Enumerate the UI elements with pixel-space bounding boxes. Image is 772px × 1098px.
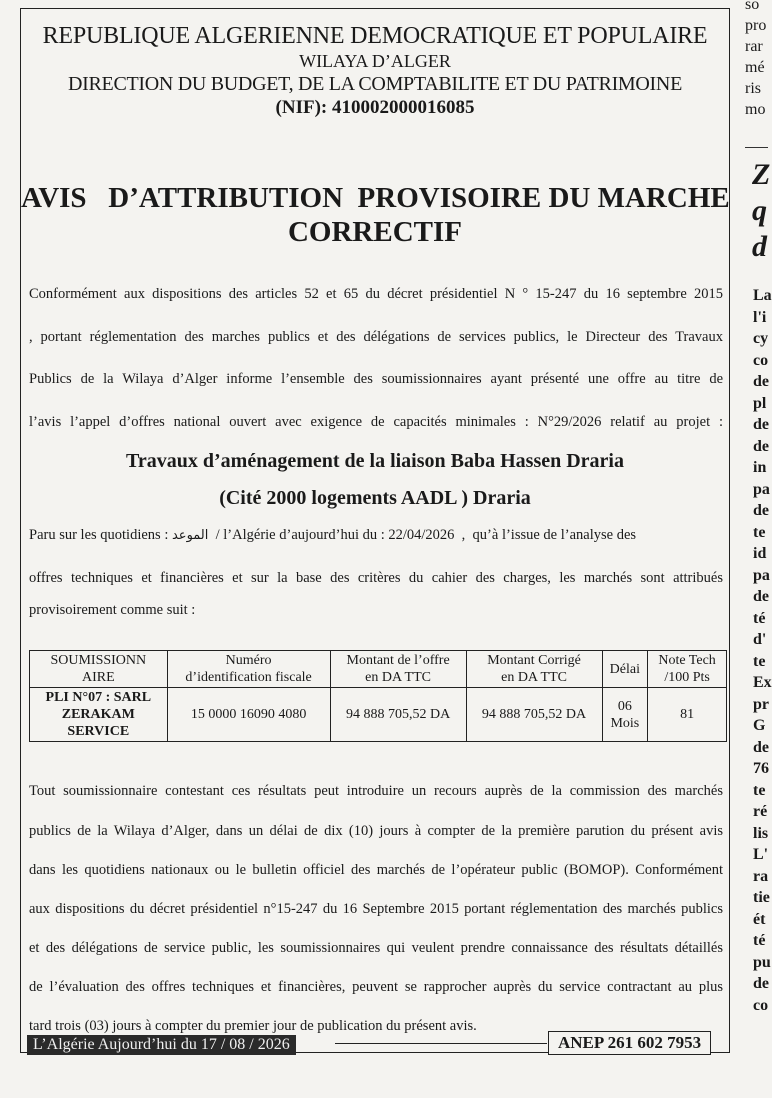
adjacent-headline-fragment: d: [752, 230, 767, 263]
arabic-newspaper-name: الموعد: [171, 528, 209, 543]
adjacent-text-fragment: ris: [745, 80, 761, 97]
recours-line: de l’évaluation des offres techniques et financières, peuvent se rapprocher auprès du service contractant au plus: [29, 979, 723, 995]
adjacent-text-fragment: ét: [753, 910, 766, 928]
adjacent-text-fragment: cy: [753, 330, 769, 347]
cell-montant-offre: 94 888 705,52 DA: [330, 688, 466, 742]
table-row: [30, 688, 727, 742]
adjacent-text-fragment: de: [753, 738, 769, 756]
cell-nif: 15 0000 16090 4080: [167, 688, 330, 742]
col-header-nif: Numéro d’identification fiscale: [167, 651, 330, 688]
col-header-montant-corrige: Montant Corrigé en DA TTC: [466, 651, 602, 688]
tender-notice: [20, 8, 730, 1053]
recours-line: Tout soumissionnaire contestant ces résultats peut introduire un recours auprès de la commission des marchés: [29, 783, 723, 799]
notice-title-line2: CORRECTIF: [287, 216, 462, 248]
publication-suffix: / l’Algérie d’aujourd’hui du : 22/04/2026 , qu’à l’issue de l’analyse des: [208, 527, 637, 543]
recours-line: et des délégations de service public, les soumissionnaires qui veulent prendre connaissance des résultats détaillés: [29, 940, 723, 956]
adjacent-text-fragment: so: [745, 0, 760, 13]
adjacent-text-fragment: pu: [753, 953, 771, 971]
recours-line: publics de la Wilaya d’Alger, dans un délai de dix (10) jours à compter de la première parution du présent avis: [29, 823, 723, 839]
adjacent-text-fragment: rar: [745, 38, 763, 55]
adjacent-text-fragment: te: [753, 523, 766, 541]
recours-line: dans les quotidiens nationaux ou le bulletin officiel des marchés de l’opérateur public (BOMOP). Conformément: [29, 862, 723, 878]
intro-line: Conformément aux dispositions des articles 52 et 65 du décret présidentiel N ° 15-247 du 16 septembre 2015: [29, 286, 723, 302]
adjacent-text-fragment: ra: [753, 867, 769, 885]
adjacent-text-fragment: té: [753, 609, 766, 627]
adjacent-text-fragment: co: [753, 996, 769, 1014]
adjacent-text-fragment: de: [753, 588, 769, 605]
adjacent-headline-fragment: Z: [752, 158, 771, 191]
adjacent-text-fragment: pl: [753, 394, 767, 412]
cell-montant-corrige: 94 888 705,52 DA: [466, 688, 602, 742]
recours-line: aux dispositions du décret présidentiel n°15-247 du 16 Septembre 2015 portant réglementation des marchés publics: [29, 901, 723, 917]
adjacent-text-fragment: G: [753, 717, 766, 734]
adjacent-text-fragment: de: [753, 416, 769, 433]
col-header-note: Note Tech /100 Pts: [648, 651, 727, 688]
adjacent-text-fragment: pr: [753, 695, 769, 713]
adjacent-text-fragment: 76: [753, 760, 769, 777]
adjacent-text-fragment: pa: [753, 480, 770, 498]
project-title-line2: (Cité 2000 logements AADL ) Draria: [219, 487, 531, 509]
adjacent-text-fragment: L': [753, 846, 769, 863]
adjacent-text-fragment: te: [753, 652, 766, 670]
adjacent-text-fragment: té: [753, 932, 766, 949]
publication-line2: offres techniques et financières et sur la base des critères du cahier des charges, les marchés sont attribués: [29, 570, 723, 586]
adjacent-headline-fragment: q: [752, 194, 767, 227]
publication-line: [29, 527, 723, 544]
results-table: [29, 650, 727, 742]
adjacent-text-fragment: mo: [745, 101, 766, 118]
intro-line: l’avis l’appel d’offres national ouvert avec exigence de capacités minimales : N°29/2026 relatif au projet :: [29, 414, 723, 430]
publication-prefix: Paru sur les quotidiens :: [29, 527, 172, 543]
adjacent-text-fragment: de: [753, 975, 769, 992]
intro-line: , portant réglementation des marches publics et des délégations de services publics, le Directeur des Travaux: [29, 329, 723, 345]
adjacent-text-fragment: ré: [753, 803, 768, 820]
col-header-soumissionnaire: SOUMISSIONN AIRE: [30, 651, 168, 688]
recours-line: tard trois (03) jours à compter du premier jour de publication du présent avis.: [29, 1018, 477, 1034]
cell-note: 81: [648, 688, 727, 742]
adjacent-text-fragment: de: [753, 437, 769, 455]
adjacent-text-fragment: tie: [753, 889, 770, 906]
adjacent-text-fragment: in: [753, 459, 767, 476]
publication-line3: provisoirement comme suit :: [29, 602, 196, 618]
header-republic: REPUBLIQUE ALGERIENNE DEMOCRATIQUE ET POPULAIRE: [42, 23, 708, 49]
adjacent-text-fragment: l'i: [753, 308, 767, 326]
adjacent-text-fragment: La: [753, 287, 772, 304]
project-title-line1: Travaux d’aménagement de la liaison Baba Hassen Draria: [126, 450, 624, 472]
adjacent-text-fragment: de: [753, 502, 769, 519]
footer-divider: [335, 1043, 547, 1044]
anep-reference: ANEP 261 602 7953: [548, 1031, 711, 1055]
adjacent-text-fragment: lis: [753, 824, 769, 842]
adjacent-text-fragment: d': [753, 631, 767, 648]
cell-soumissionnaire: PLI N°07 : SARL ZERAKAM SERVICE: [30, 688, 168, 742]
adjacent-text-fragment: pa: [753, 566, 770, 584]
header-nif: (NIF): 410002000016085: [275, 97, 475, 118]
cell-delai: 06 Mois: [602, 688, 648, 742]
notice-title-line1: AVIS D’ATTRIBUTION PROVISOIRE DU MARCHE: [21, 182, 730, 214]
adjacent-text-fragment: co: [753, 351, 769, 369]
table-header-row: [30, 651, 727, 688]
adjacent-text-fragment: te: [753, 781, 766, 799]
adjacent-text-fragment: de: [753, 373, 769, 390]
col-header-montant-offre: Montant de l’offre en DA TTC: [330, 651, 466, 688]
header-wilaya: WILAYA D’ALGER: [299, 51, 451, 71]
col-header-delai: Délai: [602, 651, 648, 688]
intro-line: Publics de la Wilaya d’Alger informe l’ensemble des soumissionnaires ayant présenté une offre au titre de: [29, 371, 723, 387]
header-direction: DIRECTION DU BUDGET, DE LA COMPTABILITE ET DU PATRIMOINE: [68, 73, 682, 95]
adjacent-text-fragment: id: [753, 545, 767, 562]
adjacent-column-rule: [745, 147, 768, 148]
notice-title: [21, 181, 729, 249]
adjacent-text-fragment: mé: [745, 59, 765, 76]
adjacent-text-fragment: pro: [745, 17, 767, 34]
newspaper-footer-label: L’Algérie Aujourd’hui du 17 / 08 / 2026: [27, 1035, 296, 1055]
adjacent-text-fragment: Ex: [753, 674, 772, 691]
